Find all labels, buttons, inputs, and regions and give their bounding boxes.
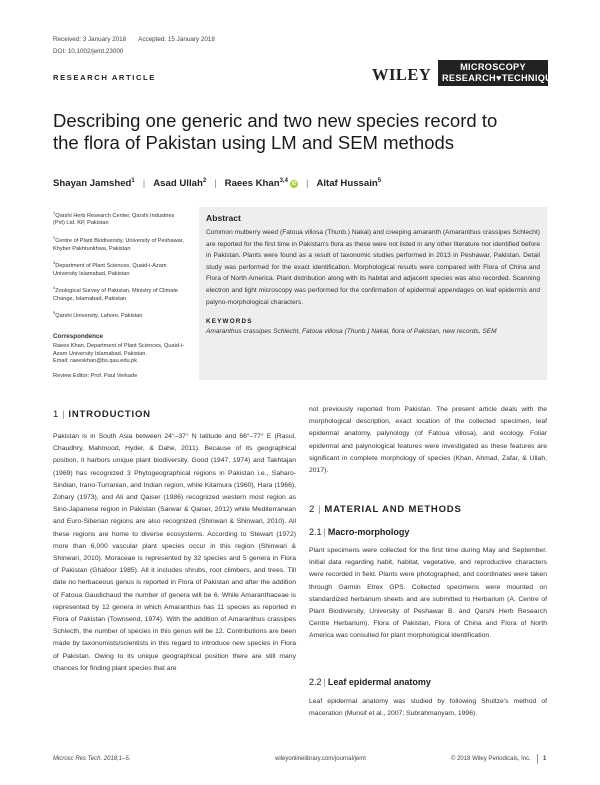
author-list	[53, 178, 381, 189]
footer-divider	[537, 754, 538, 764]
received-date: Received: 3 January 2018	[53, 36, 127, 43]
macro-morphology-paragraph: Plant specimens were collected for the first time during May and September. Initial data regarding habit, habitat, vegetative, and reproductive characters were recorded in field. Plants were photographed, and coordinates were taken through Garmin Etrex GPS. Collected specimens were mounted on standardized herbarium sheets and are submitted to Herbarium (A. Centre of Plant Biodiversity, University of Peshawar B. and Qarshi Herb Research Centre Herbarium). Flora of Pakistan, Flora of China and Flora of North America was consulted for plant morphological identification.	[309, 547, 547, 640]
abstract-text: Common mulberry weed (Fatoua villosa (Thunb.) Nakai) and creeping amaranth (Amaranthus crassipes Schlecht) are reported for the first time in Pakistan's flora as these were not listed in any other literature nor identified before in Pakistan. Plants were found as a result of taxonomic studies performed in 2013 in Peshawar, Pakistan. Detail study was performed for the exact identification. Morphological results were compared with Flora of China and Flora of North America. Plant distribution along with its habitat and adjacent species was also recorded. Scanning electron and light microscopy was performed for the confirmation of epidermal appendages on leaf epidermis and palyno-morphological characters.	[206, 229, 540, 306]
article-dates	[53, 36, 215, 43]
publisher-logo: WILEY	[372, 65, 432, 84]
introduction-paragraph: Pakistan is in South Asia between 24°–37° N latitude and 66°–77° E (Rasul, Chaudhry, Mahmood, Hyder, & Dahe, 2011). Because of its geographical position, it harbors unique plant biodiversity. Good (1947, 1974) and Takhtajan (1969) has recognized 3 Phytogeographical regions in Pakistan i.e., Saharo-Sindian, Irano-Turranian, and Indian region, while Kitamura (1960), Hara (1966), Zohary (1973), and Ali and Qaiser (1986) recognized western most region as Sino-Japanese region in Pakistan (Sarwar & Qaiser, 2012) while Mediterranean and Euro-Siberian regions are also recognized (Shinwari & Shinwari, 2010). All these regions are home to diverse ecosystems. According to Stewart (1972) more than 6,000 vascular plant species occur in this region (Shinwari & Shinwari, 2010). Moraceae is represented by 32 species and 5 genera in Flora of Pakistan (Ghafoor 1985). All it includes shrubs, root climbers, and trees. Till date no herbaceous genus is reported in Flora of Pakistan and after the addition of Fatoua Gaudichaud the number of genera will be 6. While Amaranthaceae is represented by 12 genera in which Amaranthus has 11 species as reported in Flora of Pakistan (Townsend, 1974). With the addition of Amaranthus crassipes Schlecth, the number of species in this genus will be 12. Contributions are been made by taxonomists/scientists in this regard to introduce new species in Flora of Pakistan. Owing to its unique geographical position there are still many chances for finding plant species that are	[53, 433, 296, 672]
article-type-label: RESEARCH ARTICLE	[53, 73, 156, 82]
subsection-heading-leaf-anatomy: 2.2 | Leaf epidermal anatomy	[309, 677, 431, 687]
section-heading-introduction: 1 | INTRODUCTION	[53, 409, 151, 420]
journal-logo	[372, 60, 559, 88]
keywords-text: Amaranthus crassipes Schlecht, Fatoua villosa (Thunb.) Nakai, flora of Pakistan, new records, SEM	[206, 328, 497, 336]
article-title: Describing one generic and two new species record to the flora of Pakistan using LM and SEM methods	[53, 110, 498, 153]
section-heading-methods: 2 | MATERIAL AND METHODS	[309, 504, 462, 515]
author-separator: |	[142, 178, 146, 190]
affiliation: $^1$Qarshi Herb Research Center, Qarshi Industries (Pvt) Ltd. KP, Pakistan	[53, 210, 175, 227]
affiliation: $^3$Department of Plant Sciences, Quaid-i-Azam University Islamabad, Pakistan	[53, 260, 167, 277]
correspondence-email[interactable]: Email: raeeskhan@bs.qau.edu.pk	[53, 358, 138, 365]
orcid-icon[interactable]: iD	[291, 181, 297, 188]
review-editor: Review Editor: Prof. Paul Verkade	[53, 373, 138, 380]
journal-name-line1: MICROSCOPY	[460, 62, 526, 72]
accepted-date: Accepted: 15 January 2018	[138, 36, 215, 43]
correspondence-address: Raees Khan, Department of Plant Sciences, Quaid-i-Azam University Islamabad, Pakistan.	[53, 343, 184, 357]
author-name[interactable]: Shayan Jamshed	[53, 178, 132, 190]
author-name[interactable]: Raees Khan	[224, 178, 280, 190]
author-affiliation-ref: 3,4	[279, 178, 288, 184]
keywords-heading: KEYWORDS	[206, 318, 253, 326]
author-affiliation-ref: 1	[131, 178, 135, 184]
author-name[interactable]: Asad Ullah	[153, 178, 203, 190]
author-name[interactable]: Altaf Hussain	[316, 178, 378, 190]
author-affiliation-ref: 2	[202, 178, 207, 184]
footer-copyright: © 2018 Wiley Periodicals, Inc.	[451, 756, 531, 762]
affiliation: $^2$Centre of Plant Biodiversity, University of Peshawar, Khyber Pakhtunkhwa, Pakistan	[53, 235, 184, 252]
correspondence-heading: Correspondence	[53, 332, 104, 340]
doi[interactable]: DOI: 10.1002/jemt.23000	[53, 48, 124, 55]
affiliation: $^5$Qarshi University, Lahore, Pakistan	[53, 310, 143, 320]
introduction-paragraph-continued: not previously reported from Pakistan. The present article deals with the morphological description, exact location of the collected specimen, leaf epidermal anatomy, palynology (of Fatoua villosa), and ecology. Foliar epidermal and palynological features were investigated as these features are significant in complete morphology of species (Khan, Ahmad, Zafar, & Ullah, 2017).	[309, 406, 547, 475]
abstract-box	[199, 207, 547, 380]
footer-journal-url[interactable]: wileyonlinelibrary.com/journal/jemt	[275, 756, 366, 762]
leaf-anatomy-paragraph: Leaf epidermal anatomy was studied by following Shultze's method of maceration (Munsif et al., 2007; Subrahmanyam, 1996).	[309, 698, 547, 718]
journal-name-line2: RESEARCH♥TECHNIQUE	[442, 73, 559, 83]
page-number: 1	[543, 756, 547, 762]
affiliations-column	[53, 209, 185, 381]
journal-name-box	[438, 60, 559, 86]
author-affiliation-ref: 5	[377, 178, 382, 184]
footer-journal-citation: Microsc Res Tech. 2018;1–5.	[53, 756, 131, 762]
abstract-heading: Abstract	[206, 213, 241, 223]
affiliation: $^4$Zoological Survey of Pakistan, Ministry of Climate Change, Islamabad, Pakistan	[53, 285, 179, 302]
author-separator: |	[214, 178, 217, 190]
author-separator: |	[305, 178, 309, 190]
subsection-heading-macro-morphology: 2.1 | Macro-morphology	[309, 527, 410, 537]
